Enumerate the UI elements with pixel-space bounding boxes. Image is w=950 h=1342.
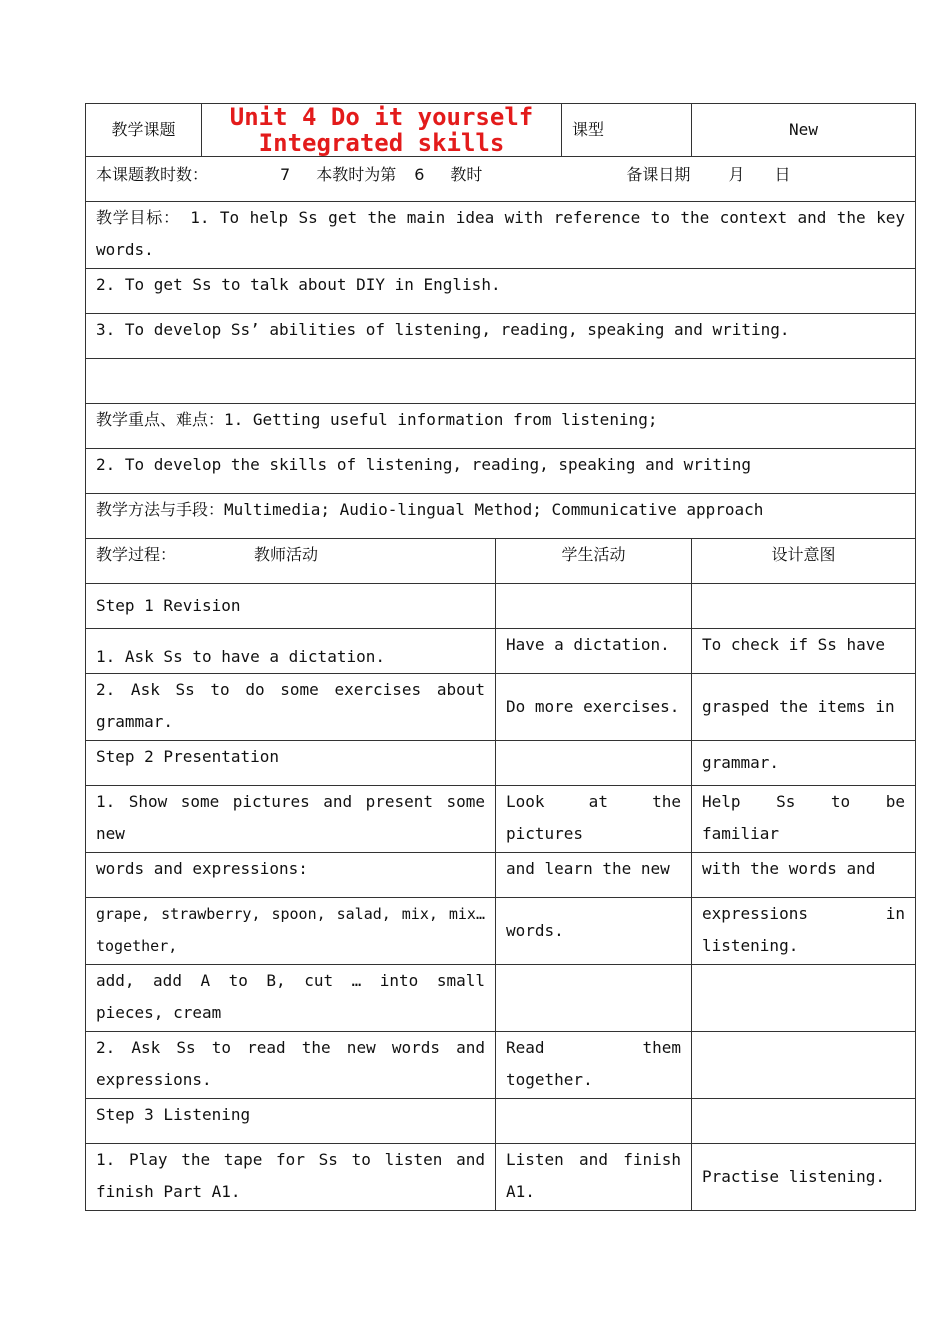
process-row bbox=[86, 674, 916, 741]
teacher-activity: 2. Ask Ss to do some exercises about grammar. bbox=[86, 674, 496, 741]
total-hours-value: 7 bbox=[280, 165, 291, 184]
day-label: 日 bbox=[774, 165, 791, 184]
student-activity-header: 学生活动 bbox=[496, 539, 692, 584]
design-intent: Practise listening. bbox=[692, 1144, 916, 1211]
lesson-label: 教学课题 bbox=[86, 104, 202, 157]
month-label: 月 bbox=[728, 165, 745, 184]
design-intent: with the words and bbox=[692, 853, 916, 898]
teacher-activity: Step 1 Revision bbox=[86, 584, 496, 629]
process-row bbox=[86, 1144, 916, 1211]
teacher-activity: Step 3 Listening bbox=[86, 1099, 496, 1144]
student-activity: Listen and finish A1. bbox=[496, 1144, 692, 1211]
teacher-activity-header bbox=[86, 539, 496, 584]
design-intent: grasped the items in bbox=[692, 674, 916, 741]
process-row bbox=[86, 584, 916, 629]
current-hour-value: 6 bbox=[414, 165, 425, 184]
teacher-activity: grape, strawberry, spoon, salad, mix, mix… together, bbox=[86, 898, 496, 965]
hours-row bbox=[86, 157, 916, 202]
process-row bbox=[86, 853, 916, 898]
objective-2: 2. To get Ss to talk about DIY in English. bbox=[86, 269, 916, 314]
student-activity bbox=[496, 965, 692, 1032]
teacher-activity: 1. Play the tape for Ss to listen and finish Part A1. bbox=[86, 1144, 496, 1211]
teacher-activity: 2. Ask Ss to read the new words and expressions. bbox=[86, 1032, 496, 1099]
objective-3: 3. To develop Ss’ abilities of listening, reading, speaking and writing. bbox=[86, 314, 916, 359]
current-hour-label: 本教时为第 bbox=[316, 165, 397, 184]
focus-2: 2. To develop the skills of listening, reading, speaking and writing bbox=[86, 449, 916, 494]
design-intent: grammar. bbox=[692, 741, 916, 786]
period-label: 教时 bbox=[450, 165, 483, 184]
process-row bbox=[86, 1032, 916, 1099]
design-intent bbox=[692, 584, 916, 629]
teacher-activity: 1. Ask Ss to have a dictation. bbox=[86, 629, 496, 674]
student-activity: and learn the new bbox=[496, 853, 692, 898]
student-activity: Read them together. bbox=[496, 1032, 692, 1099]
process-row bbox=[86, 786, 916, 853]
header-row bbox=[86, 104, 916, 157]
design-intent: Help Ss to be familiar bbox=[692, 786, 916, 853]
empty-cell bbox=[86, 359, 916, 404]
date-label: 备课日期 bbox=[626, 165, 691, 184]
student-activity: words. bbox=[496, 898, 692, 965]
objective-row-1 bbox=[86, 202, 916, 269]
type-value: New bbox=[692, 104, 916, 157]
empty-row bbox=[86, 359, 916, 404]
student-activity: Look at the pictures bbox=[496, 786, 692, 853]
process-row bbox=[86, 1099, 916, 1144]
teacher-activity: add, add A to B, cut … into small pieces, cream bbox=[86, 965, 496, 1032]
objective-1: 教学目标： 1. To help Ss get the main idea with reference to the context and the key words. bbox=[86, 202, 916, 269]
focus-row-1 bbox=[86, 404, 916, 449]
teacher-activity: Step 2 Presentation bbox=[86, 741, 496, 786]
objective-row-2 bbox=[86, 269, 916, 314]
process-header-row bbox=[86, 539, 916, 584]
focus-1: 教学重点、难点：1. Getting useful information from listening; bbox=[86, 404, 916, 449]
objective-row-3 bbox=[86, 314, 916, 359]
process-row bbox=[86, 629, 916, 674]
teacher-activity: 1. Show some pictures and present some new bbox=[86, 786, 496, 853]
design-intent bbox=[692, 965, 916, 1032]
student-activity bbox=[496, 741, 692, 786]
process-row bbox=[86, 965, 916, 1032]
design-intent bbox=[692, 1032, 916, 1099]
methods-row bbox=[86, 494, 916, 539]
methods: 教学方法与手段：Multimedia; Audio-lingual Method; Communicative approach bbox=[86, 494, 916, 539]
lesson-plan-table bbox=[85, 103, 916, 1211]
lesson-title: Unit 4 Do it yourself Integrated skills bbox=[202, 104, 562, 157]
lesson-plan-sheet bbox=[85, 103, 915, 1211]
process-label: 教学过程： bbox=[96, 545, 177, 564]
design-intent: To check if Ss have bbox=[692, 629, 916, 674]
process-row bbox=[86, 741, 916, 786]
design-intent-header: 设计意图 bbox=[692, 539, 916, 584]
focus-row-2 bbox=[86, 449, 916, 494]
hours-cell bbox=[86, 157, 916, 202]
student-activity bbox=[496, 1099, 692, 1144]
process-row bbox=[86, 898, 916, 965]
design-intent: expressions in listening. bbox=[692, 898, 916, 965]
teacher-activity: words and expressions: bbox=[86, 853, 496, 898]
student-activity: Do more exercises. bbox=[496, 674, 692, 741]
design-intent bbox=[692, 1099, 916, 1144]
teacher-activity-label: 教师活动 bbox=[254, 545, 319, 564]
student-activity bbox=[496, 584, 692, 629]
type-label: 课型 bbox=[562, 104, 692, 157]
total-hours-label: 本课题教时数： bbox=[96, 165, 209, 184]
student-activity: Have a dictation. bbox=[496, 629, 692, 674]
